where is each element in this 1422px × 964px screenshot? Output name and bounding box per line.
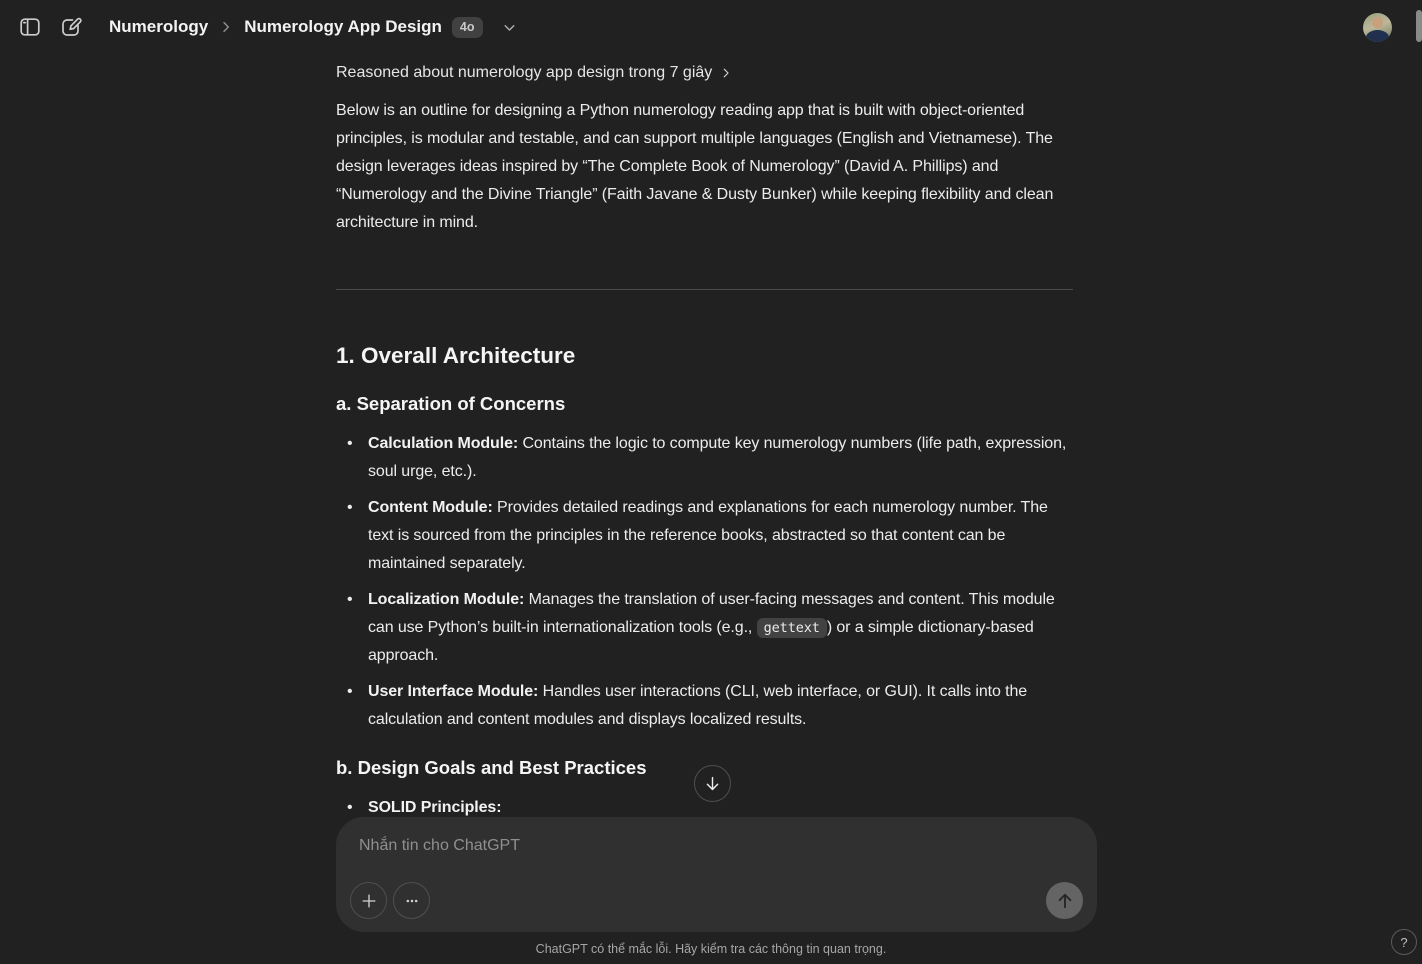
- model-badge[interactable]: 4o: [452, 17, 483, 38]
- disclaimer: ChatGPT có thể mắc lỗi. Hãy kiểm tra các thông tin quan trọng.: [535, 942, 887, 956]
- item-label: Localization Module:: [368, 591, 525, 608]
- more-options-button[interactable]: [393, 882, 430, 919]
- composer: [336, 817, 1097, 932]
- section-divider: [336, 289, 1073, 290]
- item-text: ) or a simple dictionary-based approach.: [368, 619, 1034, 664]
- item-text: Handles user interactions (CLI, web interface, or GUI). It calls into the calculation and content modules and displays localized results.: [368, 683, 1028, 728]
- list-item: [336, 430, 1073, 486]
- inline-code-gettext: gettext: [757, 618, 827, 638]
- send-button[interactable]: [1046, 882, 1083, 919]
- app-header: [0, 0, 1422, 54]
- breadcrumb: [109, 17, 518, 38]
- add-attachment-button[interactable]: [350, 882, 387, 919]
- list-item: [336, 678, 1073, 734]
- item-label: Calculation Module:: [368, 435, 519, 452]
- item-text: Contains the logic to compute key numerology numbers (life path, expression, soul urge, etc.).: [368, 435, 1067, 480]
- sidebar-toggle-button[interactable]: [12, 9, 48, 45]
- item-label: User Interface Module:: [368, 683, 539, 700]
- item-label: Content Module:: [368, 499, 493, 516]
- breadcrumb-project[interactable]: Numerology: [109, 17, 209, 36]
- user-avatar[interactable]: [1363, 13, 1392, 42]
- help-button[interactable]: ?: [1391, 929, 1417, 955]
- intro-paragraph: Below is an outline for designing a Python numerology reading app that is built with object-oriented principles, is modular and testable, and can support multiple languages (English and Vietnamese). The design leverages ideas inspired by “The Complete Book of Numerology” (David A. Phillips) and “Numerology and the Divine Triangle” (Faith Javane & Dusty Bunker) while keeping flexibility and clean architecture in mind.: [336, 102, 1054, 231]
- scrollbar-thumb[interactable]: [1416, 10, 1422, 42]
- item-text: Manages the translation of user-facing messages and content. This module can use Python’s built-in internationalization tools (e.g.,: [368, 591, 1055, 636]
- list-item: [336, 494, 1073, 578]
- breadcrumb-chat-title[interactable]: Numerology App Design: [244, 17, 442, 36]
- ellipsis-icon: [402, 891, 422, 911]
- new-chat-button[interactable]: [53, 9, 89, 45]
- composer-actions: [350, 882, 430, 919]
- plus-icon: [359, 891, 379, 911]
- item-label: SOLID Principles:: [368, 799, 502, 816]
- avatar-photo: [1372, 17, 1383, 28]
- arrow-down-icon: [703, 774, 722, 793]
- item-text: Provides detailed readings and explanations for each numerology number. The text is sourced from the principles in the reference books, abstracted so that content can be maintained separately.: [368, 499, 1048, 572]
- chevron-down-icon[interactable]: [501, 19, 518, 36]
- reasoning-summary-text: Reasoned about numerology app design trong 7 giây: [336, 64, 713, 81]
- chevron-right-icon: [719, 66, 733, 80]
- heading-design-goals: b. Design Goals and Best Practices: [336, 757, 647, 778]
- new-chat-icon: [59, 15, 83, 39]
- reasoning-summary[interactable]: [336, 64, 733, 82]
- arrow-up-icon: [1055, 891, 1075, 911]
- module-list: [336, 430, 1073, 734]
- list-item: [336, 586, 1073, 670]
- chat-thread: [336, 54, 1073, 830]
- sidebar-toggle-icon: [18, 15, 42, 39]
- scroll-to-bottom-button[interactable]: [694, 765, 731, 802]
- heading-separation-of-concerns: a. Separation of Concerns: [336, 393, 566, 414]
- heading-overall-architecture: 1. Overall Architecture: [336, 343, 576, 368]
- chevron-right-icon: [218, 19, 234, 35]
- message-input[interactable]: [336, 817, 1097, 877]
